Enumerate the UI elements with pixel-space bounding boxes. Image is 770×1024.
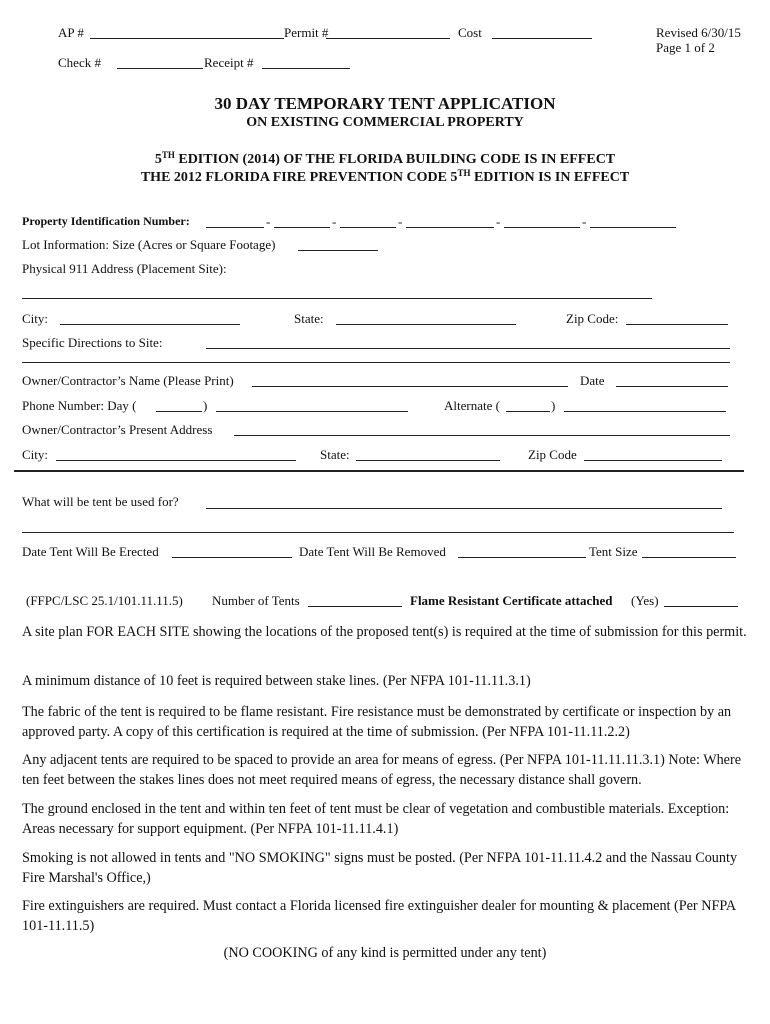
zip-label: Zip Code:: [566, 311, 619, 326]
property-id-field-1[interactable]: [206, 227, 264, 228]
zip-label-2: Zip Code: [528, 447, 577, 462]
city-field[interactable]: [60, 324, 240, 325]
zip-field-2[interactable]: [584, 460, 722, 461]
property-id-field-4[interactable]: [406, 227, 494, 228]
flame-cert-label: Flame Resistant Certificate attached: [410, 593, 613, 608]
phone-number-field[interactable]: [216, 411, 408, 412]
tent-use-label: What will be tent be used for?: [22, 494, 179, 509]
ap-field[interactable]: [90, 38, 284, 39]
date-removed-field[interactable]: [458, 557, 586, 558]
flame-cert-field[interactable]: [664, 606, 738, 607]
paren-close: ): [551, 398, 556, 413]
date-removed-label: Date Tent Will Be Removed: [299, 544, 446, 559]
phone-day-label: Phone Number: Day (: [22, 398, 137, 413]
dash: -: [496, 214, 501, 229]
state-label-2: State:: [320, 447, 350, 462]
date-label: Date: [580, 373, 605, 388]
dash: -: [266, 214, 271, 229]
directions-label: Specific Directions to Site:: [22, 335, 163, 350]
dash: -: [582, 214, 587, 229]
receipt-field[interactable]: [262, 68, 350, 69]
lot-size-field[interactable]: [298, 250, 378, 251]
property-id-field-3[interactable]: [340, 227, 396, 228]
property-id-field-5[interactable]: [504, 227, 580, 228]
alternate-phone-label: Alternate (: [444, 398, 500, 413]
egress-paragraph: Any adjacent tents are required to be spaced to provide an area for means of egress. (Per NFPA 101-11.11.11.3.1) Note: Where ten feet between the stakes lines does not meet required means of egress, the necessary distance shall govern.: [22, 752, 742, 788]
page-subtitle: ON EXISTING COMMERCIAL PROPERTY: [246, 115, 524, 130]
address-field[interactable]: [22, 298, 652, 299]
date-erected-label: Date Tent Will Be Erected: [22, 544, 159, 559]
permit-label: Permit #: [284, 25, 329, 40]
num-tents-field[interactable]: [308, 606, 402, 607]
cost-field[interactable]: [492, 38, 592, 39]
tent-use-field-2[interactable]: [22, 532, 734, 533]
check-label: Check #: [58, 55, 101, 70]
flame-resistance-paragraph: The fabric of the tent is required to be flame resistant. Fire resistance must be demonstrated by certificate or inspection by an approved party. A copy of this certification is required at the time of submission. (Per NFPA 101-11.11.2.2): [22, 704, 732, 740]
flame-cert-yes-label: (Yes): [631, 593, 659, 608]
building-code-notice: 5TH EDITION (2014) OF THE FLORIDA BUILDING CODE IS IN EFFECT: [154, 150, 616, 167]
page-number: Page 1 of 2: [656, 40, 715, 55]
check-field[interactable]: [117, 68, 203, 69]
state-field-2[interactable]: [356, 460, 500, 461]
property-id-field-2[interactable]: [274, 227, 330, 228]
city-field-2[interactable]: [56, 460, 296, 461]
address-label: Physical 911 Address (Placement Site):: [22, 261, 227, 276]
city-label: City:: [22, 311, 49, 326]
cost-label: Cost: [458, 25, 482, 40]
page-title: 30 DAY TEMPORARY TENT APPLICATION: [214, 94, 556, 113]
date-field[interactable]: [616, 386, 728, 387]
site-plan-paragraph: A site plan FOR EACH SITE showing the locations of the proposed tent(s) is required at the time of submission for this permit.: [22, 624, 747, 640]
fire-extinguisher-paragraph: Fire extinguishers are required. Must contact a Florida licensed fire extinguisher dealer for mounting & placement (Per NFPA 101-11.11.5): [22, 898, 736, 934]
paren-close: ): [203, 398, 208, 413]
section-divider: [14, 470, 744, 472]
owner-name-field[interactable]: [252, 386, 568, 387]
dash: -: [398, 214, 403, 229]
tent-size-field[interactable]: [642, 557, 736, 558]
owner-name-label: Owner/Contractor’s Name (Please Print): [22, 373, 234, 388]
property-id-field-6[interactable]: [590, 227, 676, 228]
present-address-field[interactable]: [234, 435, 730, 436]
lot-info-label: Lot Information: Size (Acres or Square Footage): [22, 237, 276, 252]
ground-clearance-paragraph: The ground enclosed in the tent and within ten feet of tent must be clear of vegetation and combustible materials. Exception: Areas necessary for support equipment. (Per NFPA 101-11.11.4.1): [22, 801, 730, 837]
tent-size-label: Tent Size: [589, 544, 638, 559]
ap-label: AP #: [58, 25, 84, 40]
alternate-phone-field[interactable]: [564, 411, 726, 412]
state-field[interactable]: [336, 324, 516, 325]
state-label: State:: [294, 311, 324, 326]
no-cooking-note: (NO COOKING of any kind is permitted under any tent): [223, 945, 547, 961]
fire-code-notice: THE 2012 FLORIDA FIRE PREVENTION CODE 5TH EDITION IS IN EFFECT: [140, 168, 630, 185]
phone-area-code-field[interactable]: [156, 411, 202, 412]
directions-field-2[interactable]: [22, 362, 730, 363]
present-address-label: Owner/Contractor’s Present Address: [22, 422, 213, 437]
directions-field[interactable]: [206, 348, 730, 349]
stake-distance-paragraph: A minimum distance of 10 feet is required between stake lines. (Per NFPA 101-11.11.3.1): [22, 673, 531, 689]
zip-field[interactable]: [626, 324, 728, 325]
num-tents-label: Number of Tents: [212, 593, 300, 608]
receipt-label: Receipt #: [204, 55, 254, 70]
smoking-paragraph: Smoking is not allowed in tents and "NO SMOKING" signs must be posted. (Per NFPA 101-11.11.4.2 and the Nassau County Fire Marshal's Office,): [22, 850, 738, 886]
revised-date: Revised 6/30/15: [656, 25, 741, 40]
ffpc-reference: (FFPC/LSC 25.1/101.11.11.5): [26, 593, 183, 608]
property-id-label: Property Identification Number:: [22, 214, 190, 228]
tent-use-field[interactable]: [206, 508, 722, 509]
date-erected-field[interactable]: [172, 557, 292, 558]
dash: -: [332, 214, 337, 229]
city-label-2: City:: [22, 447, 49, 462]
permit-field[interactable]: [326, 38, 450, 39]
alternate-area-code-field[interactable]: [506, 411, 550, 412]
